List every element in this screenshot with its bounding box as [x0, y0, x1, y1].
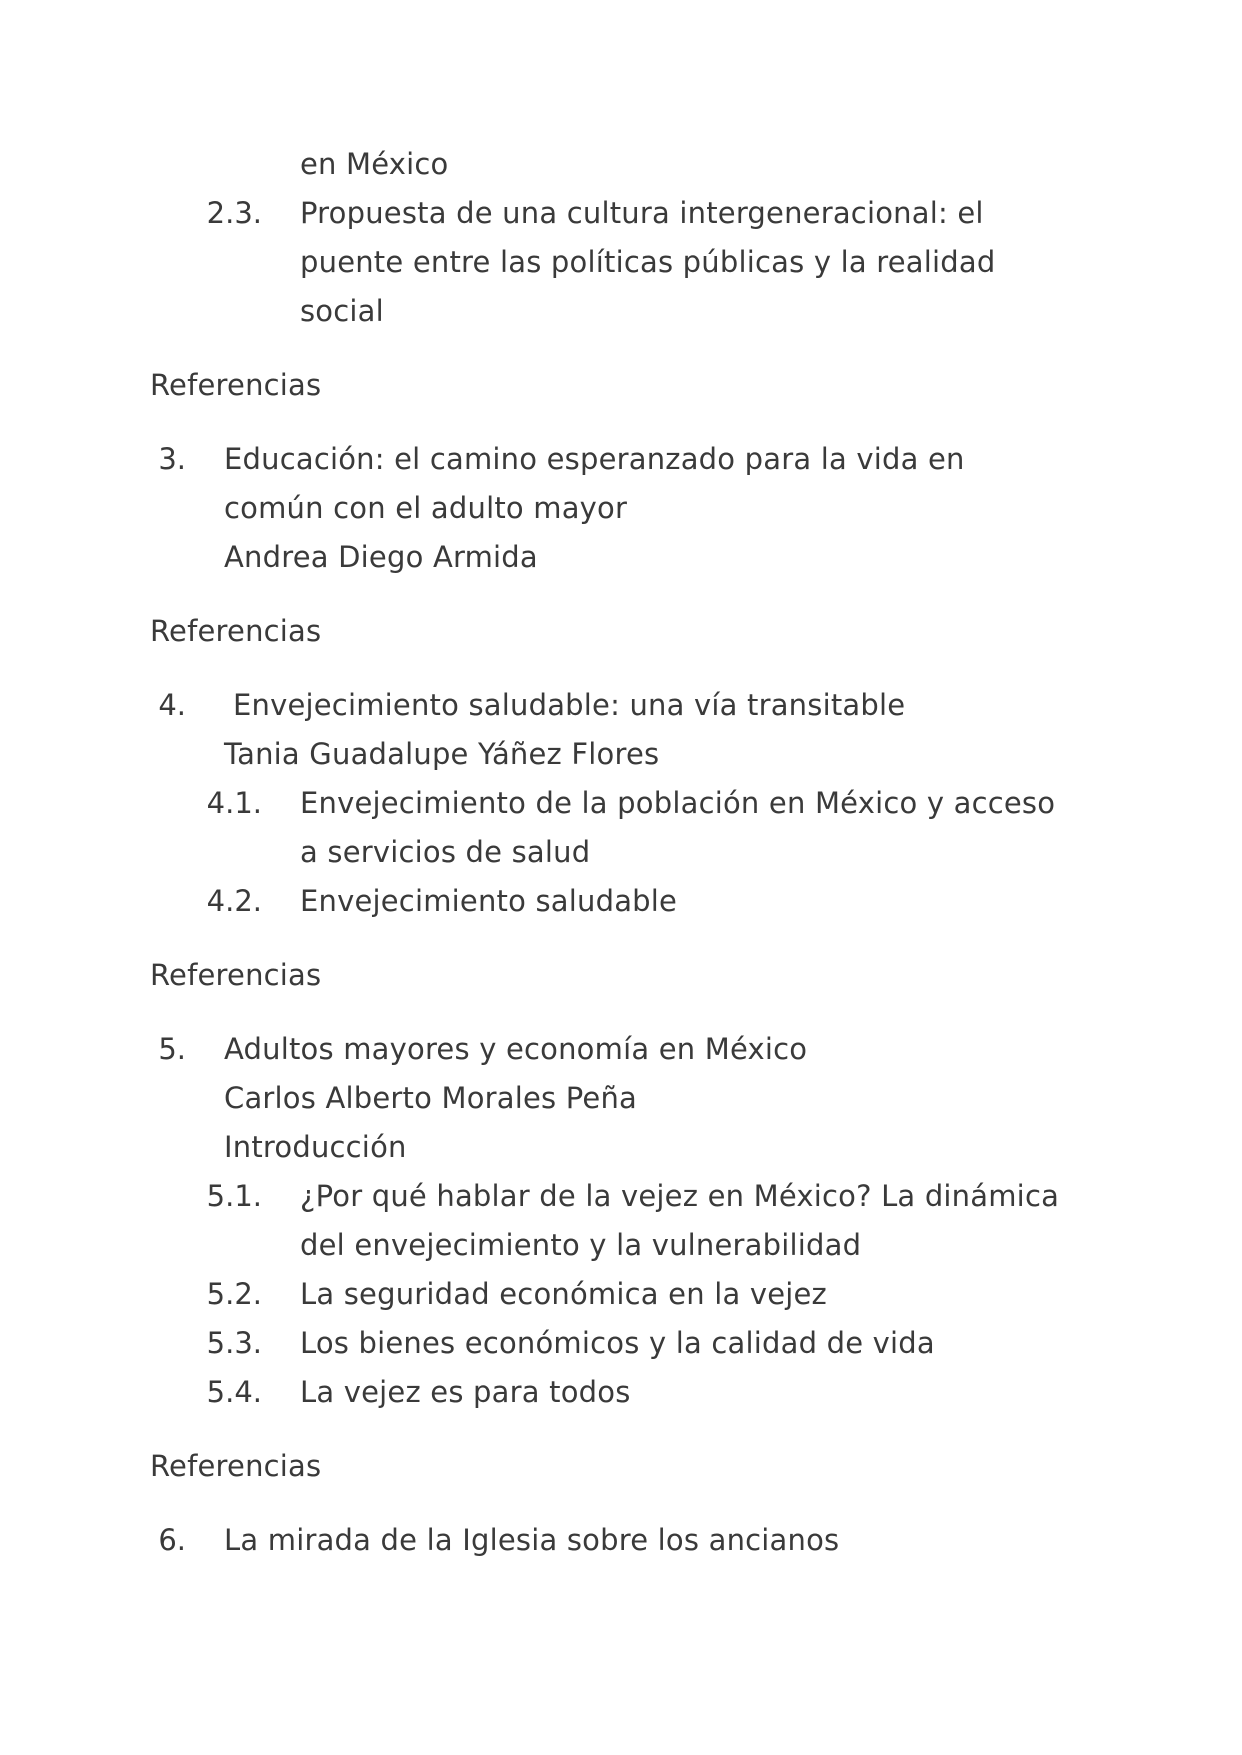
- chapter-author: Tania Guadalupe Yáñez Flores: [224, 737, 660, 771]
- chapter-author: Andrea Diego Armida: [224, 540, 538, 574]
- toc-line: ¿Por qué hablar de la vejez en México? La dinámica: [300, 1179, 1060, 1213]
- toc-number: 5.1.: [206, 1179, 262, 1213]
- toc-line: Los bienes económicos y la calidad de vida: [300, 1326, 935, 1360]
- chapter-title: Adultos mayores y economía en México: [224, 1032, 808, 1066]
- toc-number: 5.3.: [206, 1326, 262, 1360]
- toc-line: Envejecimiento saludable: [300, 884, 678, 918]
- chapter-number: 6.: [158, 1523, 186, 1557]
- toc-line: puente entre las políticas públicas y la realidad: [300, 245, 996, 279]
- chapter-title: Educación: el camino esperanzado para la vida en: [224, 442, 965, 476]
- toc-line: del envejecimiento y la vulnerabilidad: [300, 1228, 862, 1262]
- chapter-title: común con el adulto mayor: [224, 491, 628, 525]
- toc-number: 5.2.: [206, 1277, 262, 1311]
- toc-number: 5.4.: [206, 1375, 262, 1409]
- toc-line: a servicios de salud: [300, 835, 591, 869]
- toc-line: social: [300, 294, 384, 328]
- chapter-title: Envejecimiento saludable: una vía transitable: [233, 688, 906, 722]
- chapter-number: 5.: [158, 1032, 186, 1066]
- toc-number: 4.2.: [206, 884, 262, 918]
- toc-line: Envejecimiento de la población en México y acceso: [300, 786, 1056, 820]
- toc-number: 2.3.: [206, 196, 262, 230]
- toc-line: La seguridad económica en la vejez: [300, 1277, 827, 1311]
- toc-line: en México: [300, 147, 449, 181]
- chapter-author: Carlos Alberto Morales Peña: [224, 1081, 637, 1115]
- chapter-number: 4.: [158, 688, 186, 722]
- references-heading: Referencias: [150, 368, 322, 402]
- references-heading: Referencias: [150, 614, 322, 648]
- chapter-number: 3.: [158, 442, 186, 476]
- toc-line: Propuesta de una cultura intergeneracional: el: [300, 196, 984, 230]
- references-heading: Referencias: [150, 958, 322, 992]
- chapter-intro: Introducción: [224, 1130, 407, 1164]
- chapter-title: La mirada de la Iglesia sobre los ancianos: [224, 1523, 840, 1557]
- toc-line: La vejez es para todos: [300, 1375, 631, 1409]
- references-heading: Referencias: [150, 1449, 322, 1483]
- toc-number: 4.1.: [206, 786, 262, 820]
